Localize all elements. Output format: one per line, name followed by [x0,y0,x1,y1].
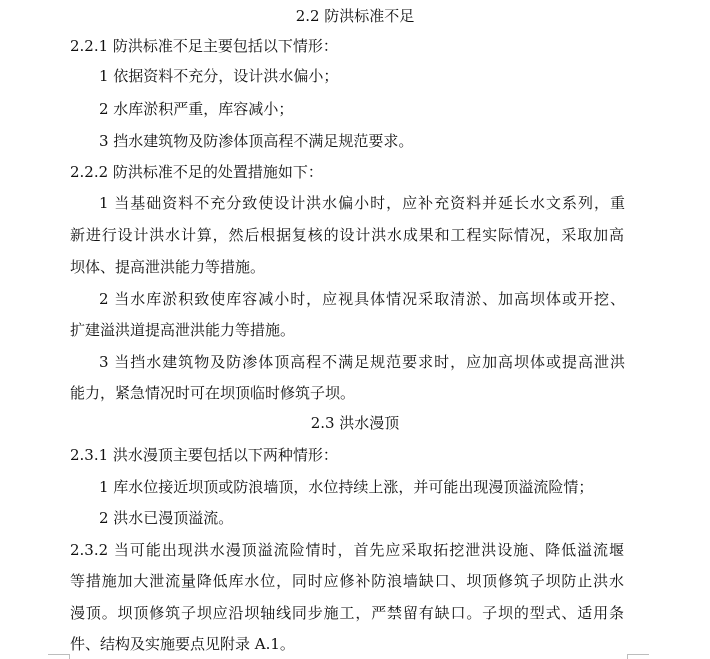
paragraph-line: 2.3.2 当可能出现洪水漫顶溢流险情时，首先应采取拓挖泄洪设施、降低溢流堰 [70,541,624,559]
list-item: 3 挡水建筑物及防渗体顶高程不满足规范要求。 [99,132,414,150]
list-item: 1 依据资料不充分，设计洪水偏小； [99,67,339,85]
corner-mark-right-vertical [627,654,628,659]
list-item: 2 洪水已漫顶溢流。 [99,509,234,527]
paragraph-line: 新进行设计洪水计算，然后根据复核的设计洪水成果和工程实际情况，采取加高 [70,226,624,244]
section-heading-2-3: 2.3 洪水漫顶 [310,414,400,432]
clause-2-2-2-title: 2.2.2 防洪标准不足的处置措施如下： [70,163,323,181]
list-item: 1 库水位接近坝顶或防浪墙顶，水位持续上涨，并可能出现漫顶溢流险情； [99,478,594,496]
paragraph-line: 1 当基础资料不充分致使设计洪水偏小时，应补充资料并延长水文系列，重 [99,194,625,212]
clause-2-2-1-title: 2.2.1 防洪标准不足主要包括以下情形： [70,37,338,55]
paragraph-line: 件、结构及实施要点见附录 A.1。 [70,635,295,653]
paragraph-line: 漫顶。坝顶修筑子坝应沿坝轴线同步施工，严禁留有缺口。子坝的型式、适用条 [70,604,624,622]
paragraph-line: 等措施加大泄流量降低库水位，同时应修补防浪墙缺口、坝顶修筑子坝防止洪水 [70,572,624,590]
paragraph-line: 坝体、提高泄洪能力等措施。 [70,258,266,276]
corner-mark-left-horizontal [48,654,70,655]
corner-mark-left-vertical [69,654,70,659]
section-heading-2-2: 2.2 防洪标准不足 [295,7,415,25]
paragraph-line: 扩建溢洪道提高泄洪能力等措施。 [70,321,296,339]
paragraph-line: 3 当挡水建筑物及防渗体顶高程不满足规范要求时，应加高坝体或提高泄洪 [99,353,625,371]
paragraph-line: 2 当水库淤积致使库容减小时，应视具体情况采取清淤、加高坝体或开挖、 [99,290,625,308]
paragraph-line: 能力，紧急情况时可在坝顶临时修筑子坝。 [70,384,356,402]
list-item: 2 水库淤积严重，库容减小； [99,100,294,118]
clause-2-3-1-title: 2.3.1 洪水漫顶主要包括以下两种情形： [70,446,338,464]
corner-mark-right-horizontal [627,654,649,655]
